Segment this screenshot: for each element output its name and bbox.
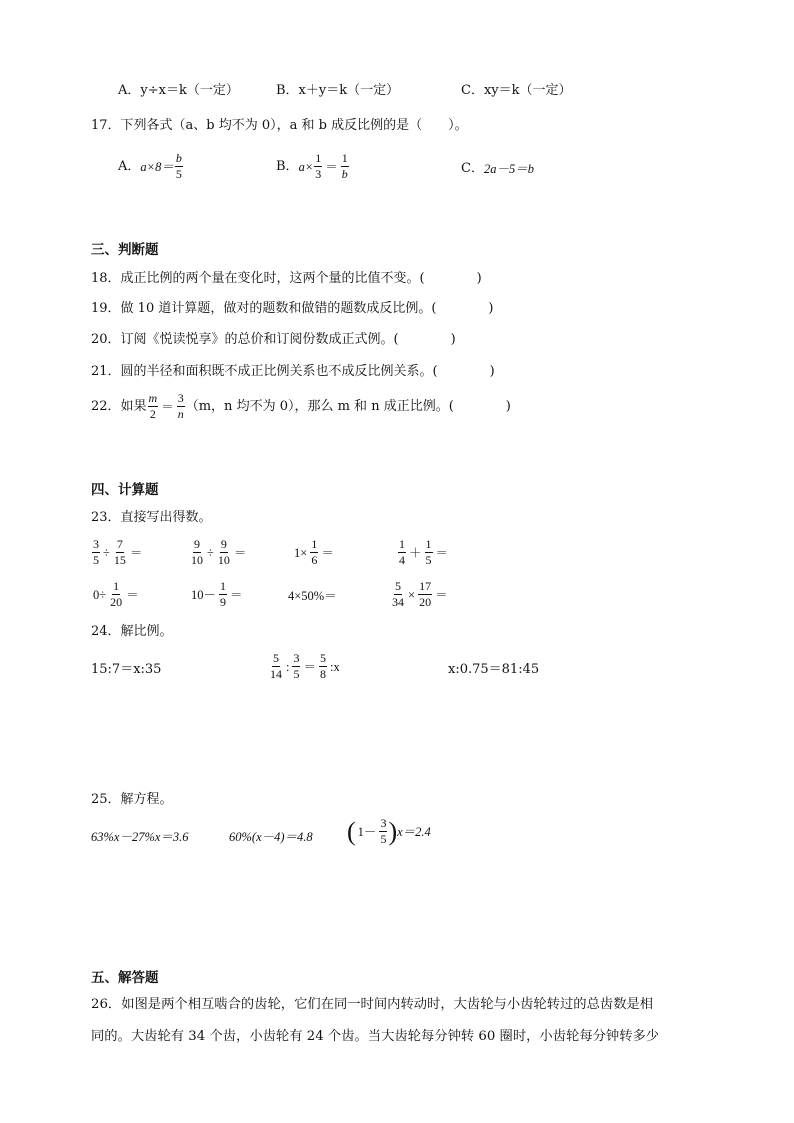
q17-b-eq: ＝ [325, 159, 338, 174]
calc-item [292, 538, 336, 567]
q23: 23．直接写出得数。 [91, 510, 212, 525]
prop2-frac1 [269, 652, 283, 681]
q17-a-num: b [175, 151, 182, 165]
calc-den: 15 [113, 553, 126, 567]
calc-item [189, 538, 248, 567]
calc-den: 10 [191, 553, 203, 567]
q22-post: （m，n 均不为 0），那么 m 和 n 成正比例。( ) [185, 398, 511, 414]
eq3-frac [379, 817, 387, 846]
calc-frac-a [398, 538, 406, 567]
calc-den: 5 [425, 553, 432, 567]
q17-a-fraction [175, 152, 183, 181]
calc-operator: × [408, 587, 416, 602]
calc-item [397, 538, 450, 567]
section3-title: 三、判断题 [91, 242, 159, 258]
prop2-frac3 [319, 652, 327, 681]
calc-den: 20 [110, 595, 123, 609]
calc-item [91, 580, 141, 609]
q17-a-den: 5 [175, 167, 182, 181]
calc-frac-a [391, 580, 405, 609]
calc-num: 3 [93, 537, 99, 551]
calc-num: 1 [113, 579, 120, 593]
calc-den: 4 [399, 553, 405, 567]
calc-equals: ＝ [233, 545, 247, 560]
q16-option-b: B．x＋y＝k（一定） [276, 83, 400, 98]
calc-num: 1 [311, 537, 318, 551]
q16-option-c: C．xy＝k（一定） [461, 83, 572, 98]
calc-den: 9 [220, 595, 227, 609]
calc-operator: ÷ [207, 545, 214, 560]
calc-num: 5 [395, 579, 401, 593]
section5-title: 五、解答题 [91, 970, 159, 986]
q22-fraction2 [177, 392, 185, 421]
q16-option-a: A．y÷x＝k（一定） [118, 83, 239, 98]
equation-2: 60%(x－4)＝4.8 [229, 830, 313, 844]
calc-frac-a [190, 538, 204, 567]
q17-a-left: a×8＝ [140, 159, 174, 174]
proportion-2 [268, 652, 342, 681]
q22-n1: m [148, 391, 158, 405]
proportion-3: x:0.75＝81:45 [448, 662, 540, 677]
q17-c-label: C． [461, 161, 484, 176]
eq3-num: 3 [380, 816, 387, 830]
calc-equals: ＝ [230, 587, 243, 602]
calc-num: 9 [194, 537, 200, 551]
q24: 24．解比例。 [91, 624, 173, 639]
left-paren: ( [347, 816, 356, 846]
calc-prefix: 4×50%＝ [288, 589, 337, 603]
q22-fraction1 [148, 392, 159, 421]
calc-prefix: 1× [294, 545, 308, 560]
prop2-colon: : [286, 659, 290, 674]
calc-equals: ＝ [126, 587, 139, 602]
q17-a-label: A． [118, 158, 141, 174]
proportion-1: 15:7＝x:35 [91, 662, 162, 677]
eq3-den: 5 [380, 832, 387, 846]
q17-option-b [276, 152, 350, 181]
calc-equals: ＝ [435, 587, 448, 602]
q17-b-fraction1 [314, 152, 322, 181]
calc-den: 6 [311, 553, 318, 567]
prop2-den: 8 [320, 667, 326, 681]
calc-item [286, 587, 339, 605]
q17-option-a [118, 152, 184, 181]
calc-prefix: 0÷ [93, 587, 107, 602]
q21: 21．圆的半径和面积既不成正比例关系也不成反比例关系。( ) [91, 364, 495, 379]
eq3-one: 1－ [357, 824, 377, 839]
q22-eq: ＝ [161, 399, 174, 414]
calc-num: 1 [399, 537, 405, 551]
prop2-den: 14 [270, 667, 282, 681]
calc-num: 9 [220, 537, 227, 551]
calc-frac-b [418, 580, 432, 609]
calc-frac-b [219, 580, 227, 609]
prop2-den: 5 [293, 667, 300, 681]
q17-b-num1: 1 [315, 151, 322, 165]
q17-stem: 17．下列各式（a、b 均不为 0），a 和 b 成反比例的是（ ）。 [91, 118, 468, 133]
calc-item [91, 538, 144, 567]
calc-frac-b [425, 538, 433, 567]
calc-num: 1 [425, 537, 432, 551]
calc-frac-a [92, 538, 100, 567]
prop2-tail: :x [330, 659, 340, 674]
eq3-tail: x＝2.4 [397, 824, 431, 839]
q22-d2: n [177, 407, 184, 421]
q26-line1: 26．如图是两个相互啮合的齿轮，它们在同一时间内转动时，大齿轮与小齿轮转过的总齿数是相 [91, 997, 654, 1012]
prop2-num: 3 [293, 651, 300, 665]
q26-line2: 同的。大齿轮有 34 个齿，小齿轮有 24 个齿。当大齿轮每分钟转 60 圈时，小齿轮每分钟转多少 [91, 1029, 660, 1044]
calc-operator: ＋ [409, 545, 422, 560]
calc-frac-b [109, 580, 123, 609]
calc-item [390, 580, 450, 609]
calc-den: 34 [392, 595, 404, 609]
q17-option-c [461, 160, 534, 178]
calc-frac-b [310, 538, 318, 567]
section4-title: 四、计算题 [91, 482, 159, 498]
q22-d1: 2 [149, 407, 156, 421]
q20: 20．订阅《悦读悦享》的总价和订阅份数成正式例。( ) [91, 332, 456, 347]
prop2-equals: ＝ [303, 659, 316, 674]
q19: 19．做 10 道计算题，做对的题数和做错的题数成反比例。( ) [91, 301, 494, 316]
calc-frac-b [113, 538, 127, 567]
q17-b-den1: 3 [315, 167, 322, 181]
prop2-frac2 [292, 652, 300, 681]
calc-num: 17 [419, 579, 432, 593]
q17-b-num2: 1 [341, 151, 348, 165]
q22-pre: 22．如果 [91, 398, 147, 414]
q18: 18．成正比例的两个量在变化时，这两个量的比值不变。( ) [91, 271, 482, 286]
q17-b-label: B． [276, 158, 299, 174]
q22 [91, 392, 511, 421]
calc-prefix: 10－ [191, 587, 217, 602]
calc-num: 7 [116, 537, 123, 551]
q17-c-expr: 2a－5＝b [483, 162, 534, 176]
q22-n2: 3 [177, 391, 184, 405]
calc-den: 10 [217, 553, 230, 567]
q17-b-den2: b [341, 167, 348, 181]
q25: 25．解方程。 [91, 792, 173, 807]
calc-equals: ＝ [435, 545, 449, 560]
calc-frac-b [217, 538, 231, 567]
calc-equals: ＝ [129, 545, 143, 560]
equation-3 [347, 817, 431, 846]
calc-den: 5 [93, 553, 99, 567]
calc-item [189, 580, 245, 609]
calc-num: 1 [220, 579, 227, 593]
right-paren: ) [388, 816, 398, 846]
equation-1: 63%x－27%x＝3.6 [91, 830, 189, 844]
prop2-num: 5 [273, 651, 279, 665]
q17-b-fraction2 [341, 152, 349, 181]
calc-equals: ＝ [321, 545, 334, 560]
prop2-num: 5 [320, 651, 326, 665]
q17-b-left: a× [298, 159, 314, 174]
calc-den: 20 [419, 595, 432, 609]
calc-operator: ÷ [103, 545, 110, 560]
